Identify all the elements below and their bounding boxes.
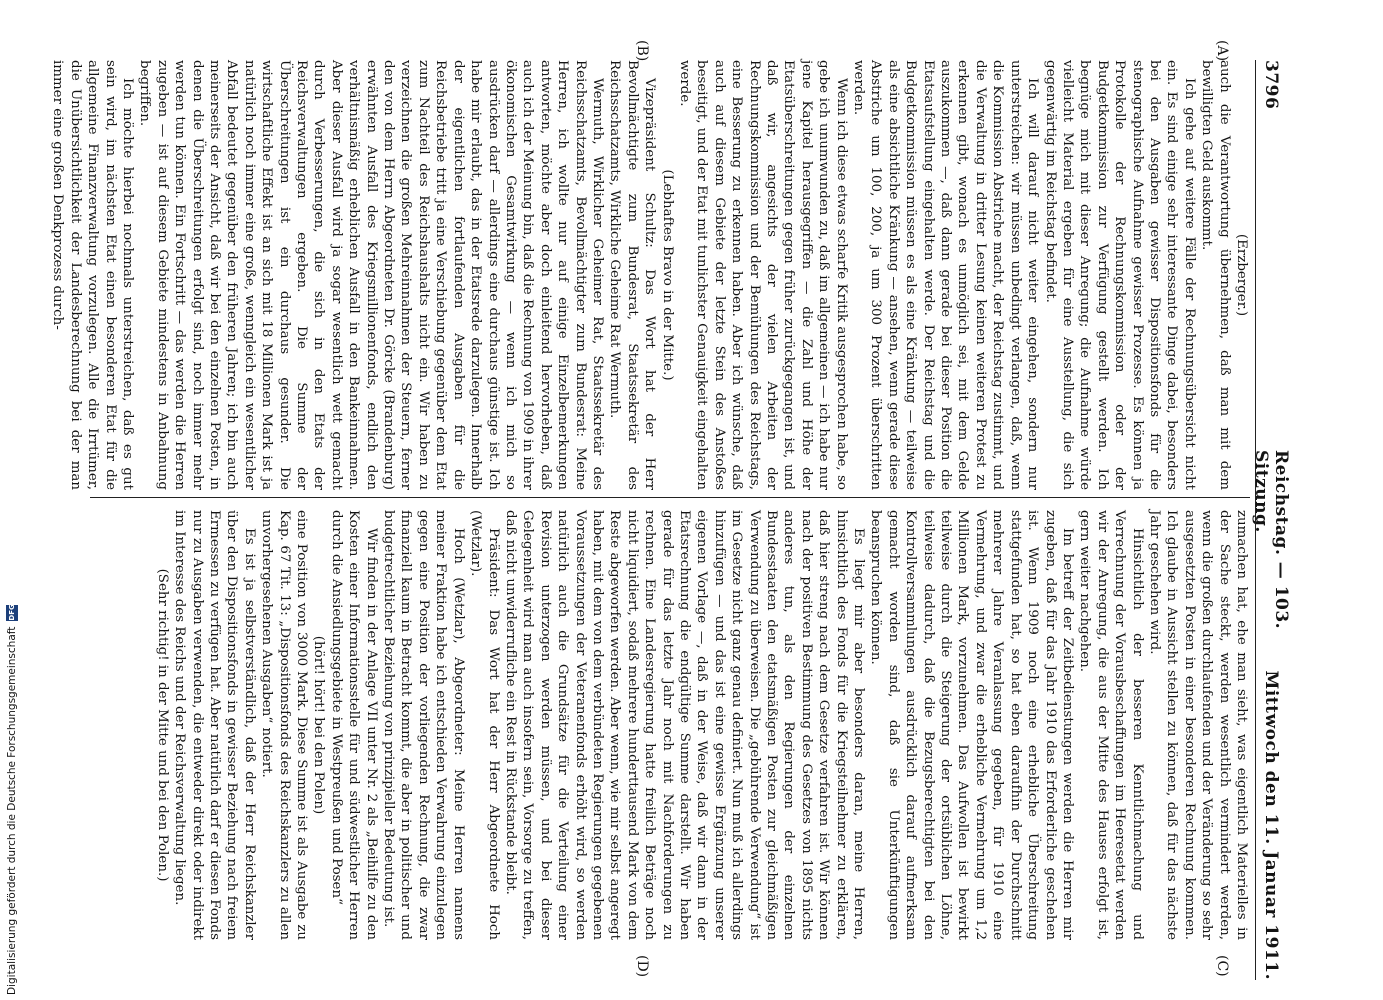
dfg-logo: DFG: [8, 604, 16, 621]
digitization-credit: [0, 0, 24, 1000]
margin-marker-c: (C): [1214, 955, 1230, 977]
session-title: Reichstag. — 103. Sitzung.: [1251, 450, 1291, 630]
header-rule: [1255, 60, 1256, 980]
paragraph: Ich gehe auf weitere Fälle der Rechnungsübersicht nicht ein. Es sind einige sehr interessante Dinge dabei, besonders bei den Ausgaben gewisser Dispositionsfonds für die stenographische Aufnahme gewisser Prozesse. Es können ja Protokolle der Rechnungskommission oder der Budgetkommission zur Verfügung gestellt werden. Ich begnüge mich mit dieser Anregung; die Aufnahme würde vielleicht Material ergeben für eine Ausstellung, die sich gegenwärtig im Reichstag befindet.: [1042, 60, 1197, 490]
paragraph: Es ist ja selbstverständlich, daß der Herr Reichskanzler über den Dispositionsfonds in gewisser Beziehung nach freiem Ermessen zu verfügen hat. Aber natürlich darf er diesen Fonds nur zu Ausgaben verwenden, die entweder direkt oder indirekt im Interesse des Reichs und der Reichsverwaltung liegen.: [172, 510, 257, 940]
page-number: 3796: [1261, 60, 1281, 110]
paragraph: Präsident: Das Wort hat der Herr Abgeordnete Hoch (Wetzlar).: [468, 510, 501, 940]
session-date: Mittwoch den 11. Januar 1911.: [1261, 670, 1281, 980]
credit-text: Digitalisierung gefördert durch die Deutsche Forschungsgemeinschaft: [6, 626, 18, 995]
interjection: (Lebhaftes Bravo in der Mitte.): [659, 169, 675, 381]
paragraph: Hinsichtlich der besseren Kenntlichmachung und Verrechnung der Vorausbeschaffungen im Heeresetat werden wir der Anregung, die aus der Mitte des Hauses erfolgt ist, gern weiter nachgehen.: [1077, 510, 1145, 940]
margin-marker-d: (D): [634, 955, 650, 978]
interjection: (hört! hört! bei den Polen): [311, 635, 327, 815]
speaker-heading: (Erzberger.): [1234, 233, 1249, 317]
paragraph: Ich möchte hierbei nochmals unterstreichen, daß es gut sein wird, im nächsten Etat einen besonderen Etat für die allgemeine Finanzverwaltung vorzulegen. Alle die Irrtümer, die Unübersichtlichkeit der Landesberechnung bei der man immer eine großen Denkprozess durch-: [50, 60, 135, 490]
paragraph: Hoch (Wetzlar), Abgeordneter: Meine Herren namens meiner Fraktion habe ich entschieden Verwahrung einzulegen gegen eine Position der vorliegenden Rechnung, die zwar finanziell kaum in Betracht kommt, die aber in politischer und budgetrechtlicher Beziehung von prinzipieller Bedeutung ist.: [381, 510, 466, 940]
margin-marker-a: (A): [1214, 40, 1230, 62]
document-page: [50, 0, 1290, 1000]
paragraph: zumachen hat, ehe man sieht, was eigentlich Materielles in der Sache steckt, werden wesentlich vermindert werden, wenn die großen durchlaufenden und der Veränderung so sehr ausgesetzten Posten in einer besonderen Rechnung kommen. Ich glaube in Aussicht stellen zu können, daß für das nächste Jahr geschehen wird.: [1146, 510, 1249, 940]
left-column: [49, 60, 1250, 490]
right-column: [153, 510, 1250, 940]
column-divider: [90, 497, 1250, 498]
paragraph: eine Position von 3000 Mark. Diese Summe ist als Ausgabe zu Kap. 67 Tit. 13: „Dispositionsfonds des Reichskanzlers zu allen unvorhergesehenen Ausgaben“ notiert.: [259, 510, 310, 940]
interjection: (Sehr richtig! in der Mitte und bei den Polen.): [154, 568, 170, 882]
paragraph: Ich will darauf nicht weiter eingehen, sondern nur unterstreichen: wir müssen unbedingt verlangen, daß, wenn die Kommission Abstriche macht, der Reichstag zustimmt, und die Verwaltung in dritter Lesung keinen weiteren Protest zu erkennen gibt, wonach es unmöglich sei, mit dem Gelde auszukommen —, daß dann gerade bei dieser Position die Etatsaufstellung eingehalten werde. Der Reichstag und die Budgetkommission müssen es als eine Kränkung — teilweise als eine absichtliche Kränkung — ansehen, wenn gerade diese Abstriche um 100, 200, ja um 300 Prozent überschritten werden.: [851, 60, 1041, 490]
page-header: [1251, 60, 1291, 980]
margin-marker-b: (B): [634, 40, 650, 62]
paragraph: Wenn ich diese etwas scharfe Kritik ausgesprochen habe, so gebe ich unumwunden zu, daß im allgemeinen — ich habe nur jene Kapitel herausgegriffen — die Zahl und Höhe der Etatsüberschreitungen gegen früher zurückgegangen ist, und daß wir, angesichts der vielen Arbeiten der Rechnungskommission und der Bemühungen des Reichstags, eine Besserung zu erkennen haben. Aber ich wünsche, daß auch auf diesem Gebiete der letzte Stein des Anstoßes beseitigt, und der Etat mit tunlichster Genauigkeit eingehalten werde.: [677, 60, 849, 490]
paragraph: Im betreff der Zeitbedienstungen werden die Herren mir zugeben, daß für das Jahr 1910 das Erforderliche geschehen ist. Wenn 1909 noch eine erhebliche Überschreitung stattgefunden hat, so hat eben daraufhin der Durchschnitt mehrerer Jahre Veranlassung gegeben, für 1910 eine Vermehrung, und zwar die erhebliche Vermehrung um 1,2 Millionen Mark, vorzunehmen. Das Aufwollen ist bewirkt teilweise durch die Steigerung der ortsüblichen Löhne, teilweise dadurch, daß die Bezugsberechtigten bei den Kontrollversammlungen ausdrücklich darauf aufmerksam gemacht worden sind, daß sie Unterkünftigungen beanspruchen können.: [868, 510, 1075, 940]
paragraph: Wir finden in der Anlage VII unter Nr. 2 als „Beihilfe zu den Kosten einer Informationsstelle für und südwestlicher Herren durch die Ansiedlungsgebiete in Westpreußen und Posen“: [328, 510, 379, 940]
paragraph: Wermuth, Wirklicher Geheimer Rat, Staatssekretär des Reichsschatzamts, Bevollmächtigter zum Bundesrat: Meine Herren, ich wollte nur auf einige Einzelbemerkungen antworten, möchte aber doch einleitend hervorheben, daß auch ich der Meinung bin, daß die Rechnung von 1909 in ihrer ökonomischen Gesamtwirkung — wenn ich mich so ausdrücken darf — allerdings eine durchaus günstige ist. Ich habe mir erlaubt, das in der Etatsrede darzulegen. Innerhalb der eigentlichen fortlaufenden Ausgaben für die Reichsbetriebe tritt ja eine Verschiebung gegenüber dem Etat zum Nachteil des Reichshaushalts nicht ein. Wir haben zu verzeichnen die großen Mehreinnahmen der Steuern, ferner den von dem Herrn Abgeordneten Dr. Görcke (Brandenburg) erwähnten Ausfall des Kriegsmillionenfonds, endlich den verhältnismäßig erheblichen Ausfall in den Bankeinnahmen. Aber dieser Ausfall wird ja sogar wesentlich wett gemacht durch Verbesserungen, die sich in den Etats der Reichsverwaltungen ergeben. Die Summe der Überschreitungen ist ein durchaus gesunder. Die wirtschaftliche Effekt ist an sich mit 18 Millionen Mark ist ja natürlich noch immer eine große, wenngleich ein wesentlicher Abfall bedeutet gegenüber den früheren Jahren; ich bin auch meinerseits der Ansicht, daß wir bei den einzelnen Posten, in denen die Überschreitungen erfolgt sind, noch immer mehr werden tun können. Ein Fortschritt — das werden die Herren zugeben — ist auf diesem Gebiete mindestens in Anbahnung begriffen.: [137, 60, 605, 490]
paragraph: Es liegt mir aber besonders daran, meine Herren, hinsichtlich des Fonds für die Kriegsteilnehmer zu erklären, daß hier streng nach dem Gesetze verfahren ist. Wir können nach der positiven Bestimmung des Gesetzes von 1895 nichts anderes tun, als den Regierungen der einzelnen Bundesstaaten den etatsmäßigen Posten zur gleichmäßigen Verwendung zu überweisen. Die „gebührende Verwendung“ ist im Gesetze nicht ganz genau definiert. Nun muß ich allerdings hinzufügen — und das ist eine gewisse Ergänzung unserer eigenen Vorlage —, daß in der Weise, daß wir dann in der Etatsrechnung die endgültige Summe darstellt. Wir haben gerade für das letzte Jahr noch mit Nachforderungen zu rechnen. Eine Landesregierung hatte freilich Beträge noch nicht liquidiert, sodaß mehrere hunderttausend Mark von dem Reste abgeworfen werden. Aber wenn, wie mir selbst angeregt haben, mit dem von dem verbündeten Regierungen gegebenen Voraussetzungen der Veteranenfonds erhöht wird, so werden natürlich auch die Grundsätze für die Verteilung einer Revision unterzogen werden müssen, und bei dieser Gelegenheit wird man auch insofern sein, Vorsorge zu treffen, daß nicht unwiderrufliche ein Rest in Rückstande bleibt.: [502, 510, 867, 940]
paragraph: auch die Verantwortung übernehmen, daß man mit dem bewilligten Geld auskommt.: [1199, 60, 1232, 490]
paragraph: Vizepräsident Schultz: Das Wort hat der Herr Bevollmächtigte zum Bundesrat, Staatssekretär des Reichsschatzamts, Wirkliche Geheime Rat Wermuth.: [607, 60, 658, 490]
